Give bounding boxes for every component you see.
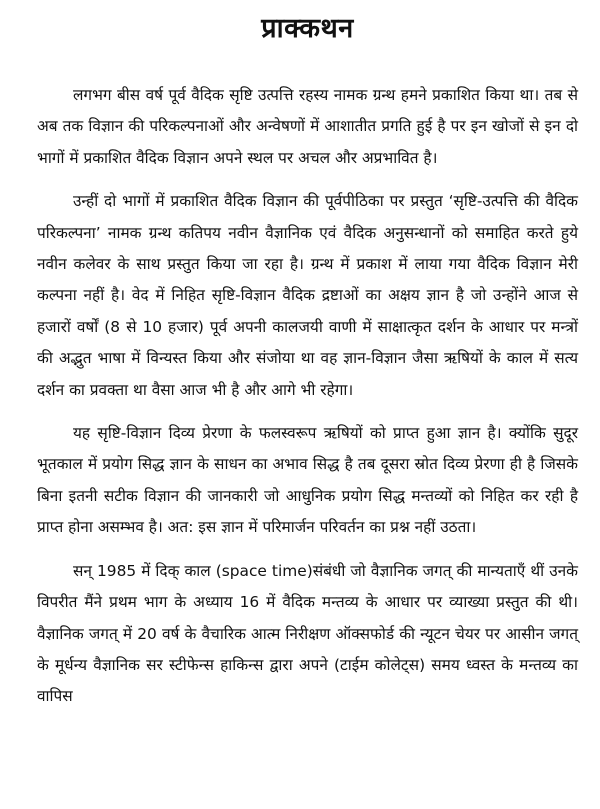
paragraph-2: उन्हीं दो भागों में प्रकाशित वैदिक विज्ञान की पूर्वपीठिका पर प्रस्तुत ‘सृष्टि-उत्पत्ति की वैदिक परिकल्पना’ नामक ग्रन्थ कतिपय नवीन वैज्ञानिक एवं वैदिक अनुसन्धानों को समाहित करते हुये नवीन कलेवर के साथ प्रस्तुत किया जा रहा है। ग्रन्थ में प्रकाश में लाया गया वैदिक विज्ञान मेरी कल्पना नहीं है। वेद में निहित सृष्टि-विज्ञान वैदिक द्रष्टाओं का अक्षय ज्ञान है जो उन्होंने आज से हजारों वर्षों (8 से 10 हजार) पूर्व अपनी कालजयी वाणी में साक्षात्कृत दर्शन के आधार पर मन्त्रों की अद्भुत भाषा में विन्यस्त किया और संजोया था वह ज्ञान-विज्ञान जैसा ऋषियों के काल में सत्य दर्शन का प्रवक्ता था वैसा आज भी है और आगे भी रहेगा। bbox=[37, 192, 578, 399]
page-title: प्राक्कथन bbox=[261, 13, 354, 44]
paragraph-3: यह सृष्टि-विज्ञान दिव्य प्रेरणा के फलस्वरूप ऋषियों को प्राप्त हुआ ज्ञान है। क्योंकि सुदूर भूतकाल में प्रयोग सिद्ध ज्ञान के साधन का अभाव सिद्ध है तब दूसरा स्रोत दिव्य प्रेरणा ही है जिसके बिना इतनी सटीक विज्ञान की जानकारी जो आधुनिक प्रयोग सिद्ध मन्तव्यों को निहित कर रही है प्राप्त होना असम्भव है। अत: इस ज्ञान में परिमार्जन परिवर्तन का प्रश्न नहीं उठता। bbox=[37, 424, 578, 537]
paragraph-4: सन् 1985 में दिक् काल (space time)संबंधी जो वैज्ञानिक जगत् की मान्यताएँ थीं उनके विपरीत मैंने प्रथम भाग के अध्याय 16 में वैदिक मन्तव्य के आधार पर व्याख्या प्रस्तुत की थी। वैज्ञानिक जगत् में 20 वर्ष के वैचारिक आत्म निरीक्षण ऑक्सफोर्ड की न्यूटन चेयर पर आसीन जगत् के मूर्धन्य वैज्ञानिक सर स्टीफेन्स हाकिन्स द्वारा अपने (टाईम कोलेट्स) समय ध्वस्त के मन्तव्य का वापिस bbox=[37, 561, 578, 706]
paragraph-1: लगभग बीस वर्ष पूर्व वैदिक सृष्टि उत्पत्ति रहस्य नामक ग्रन्थ हमने प्रकाशित किया था। तब से अब तक विज्ञान की परिकल्पनाओं और अन्वेषणों में आशातीत प्रगति हुई है पर इन खोजों से इन दो भागों में प्रकाशित वैदिक विज्ञान अपने स्थल पर अचल और अप्रभावित है। bbox=[37, 86, 578, 167]
